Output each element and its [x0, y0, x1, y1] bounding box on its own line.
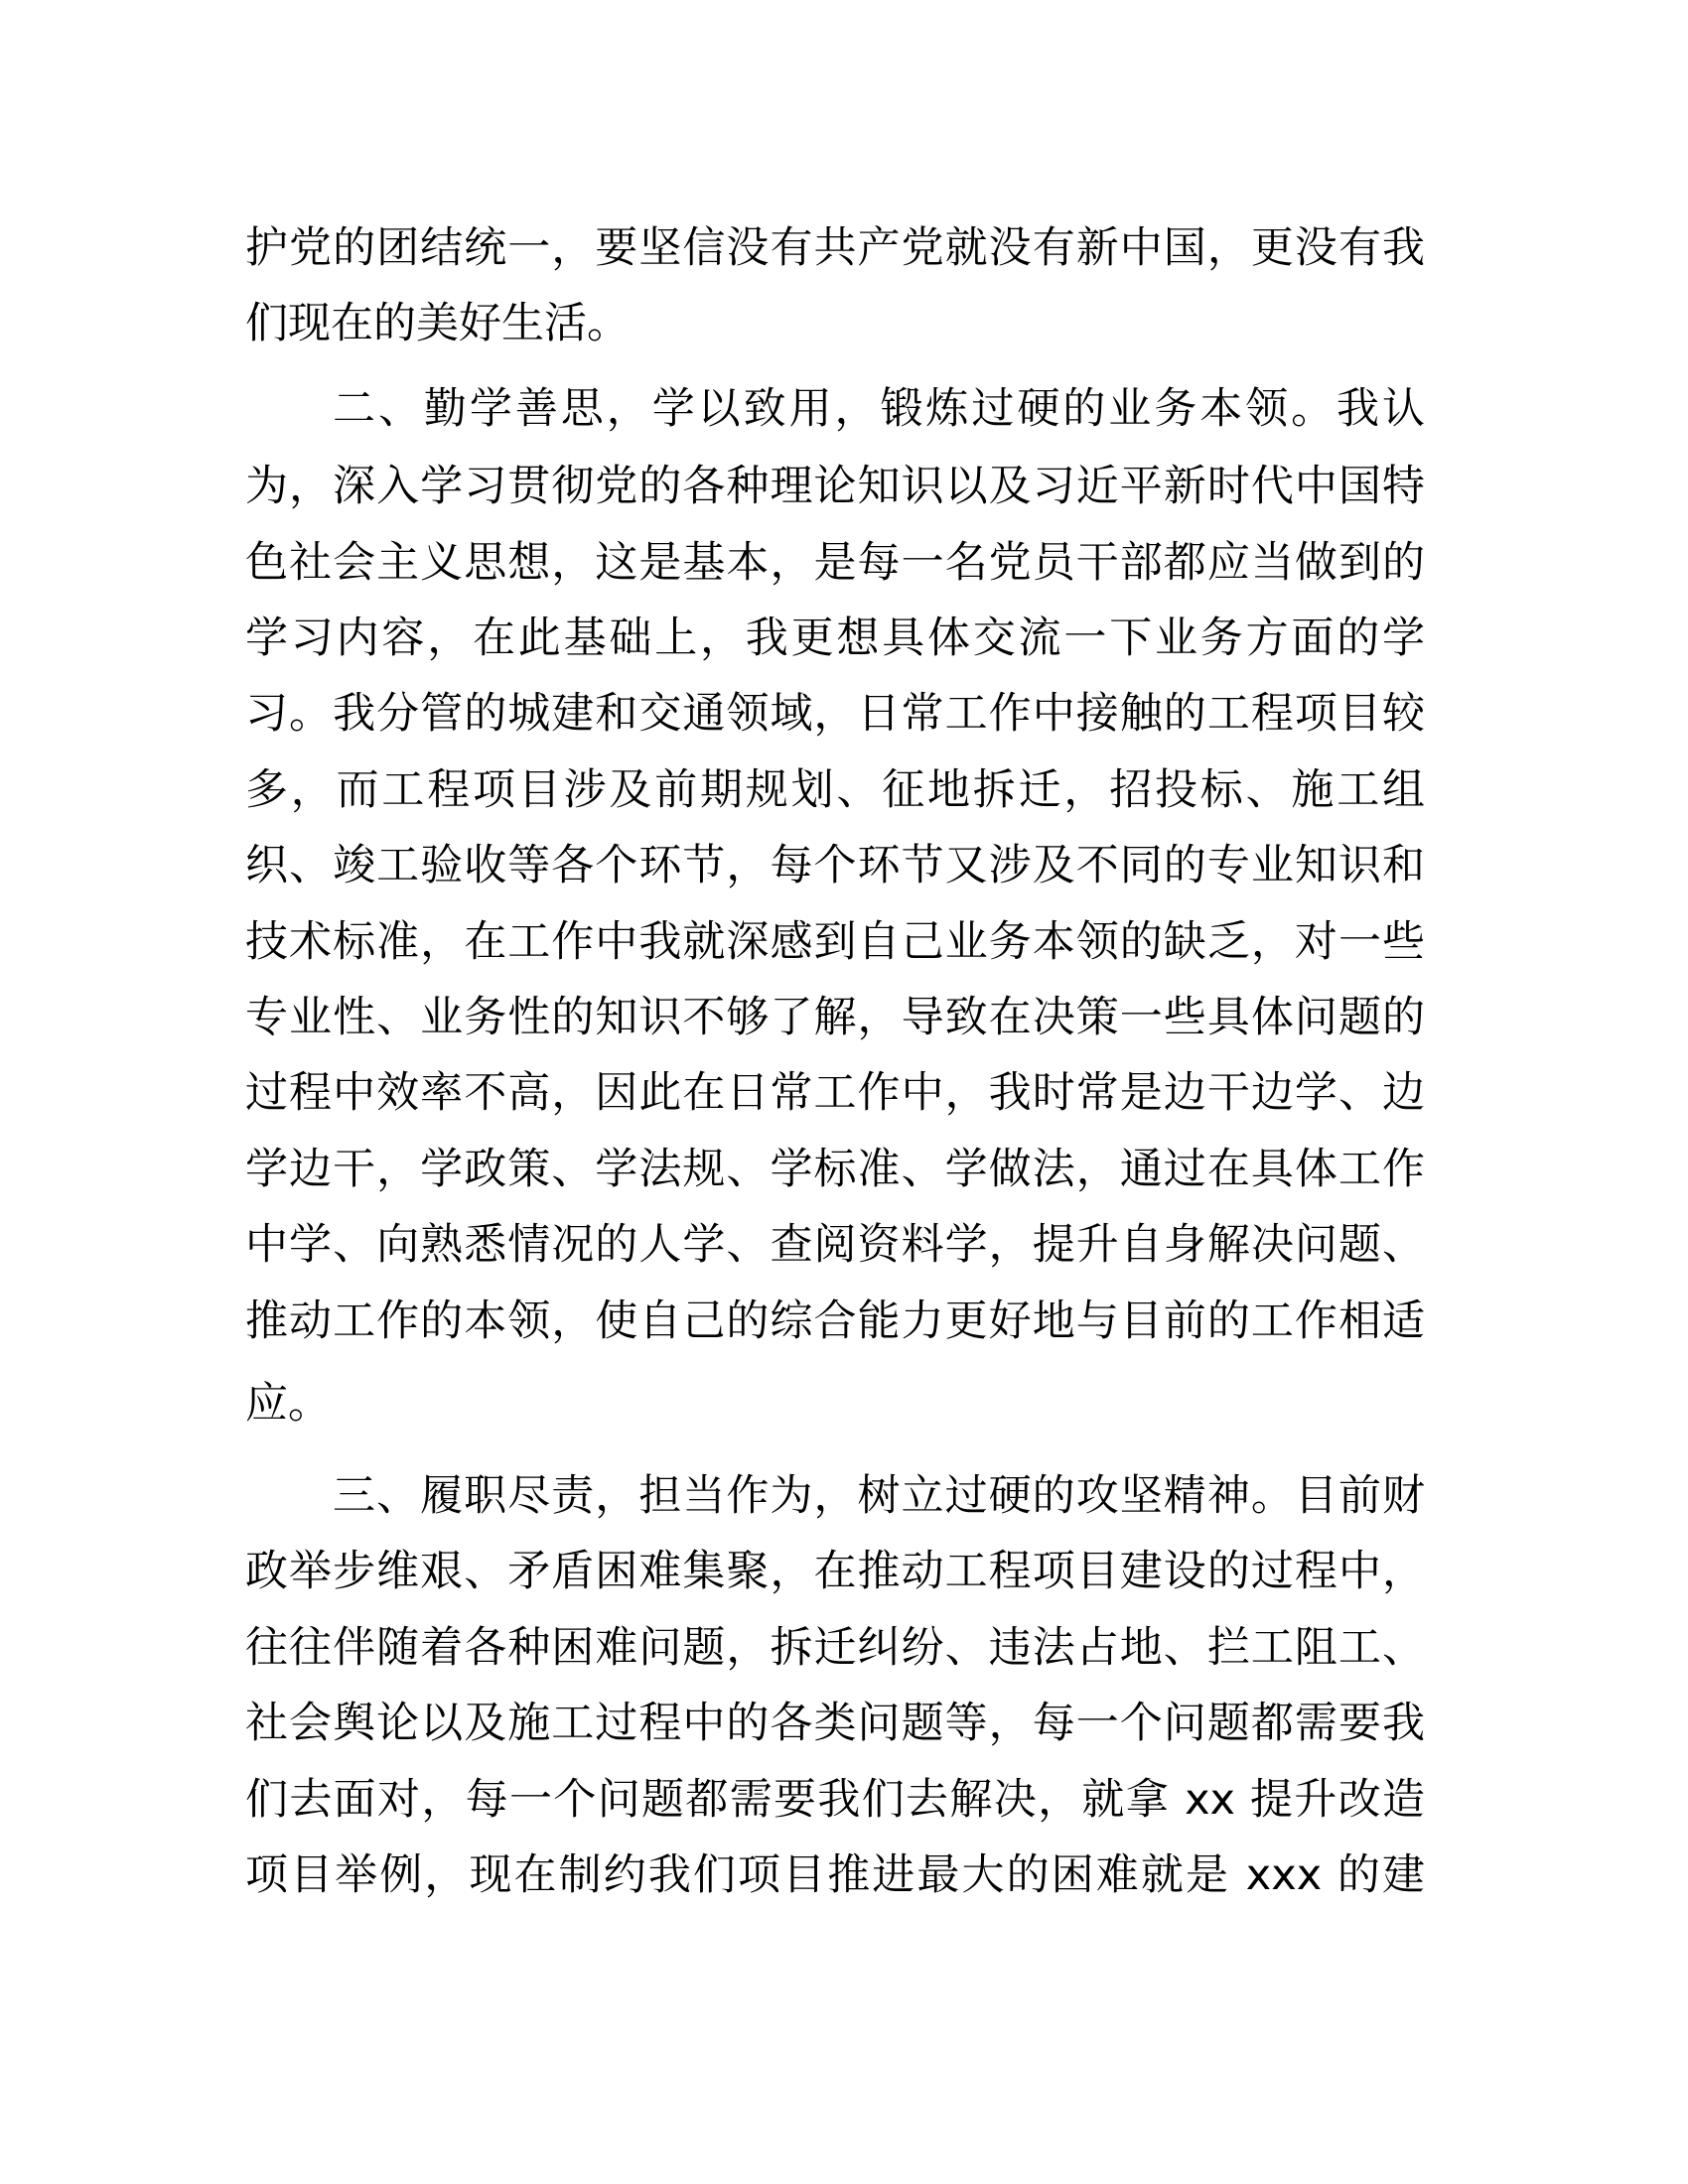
text-line: 政举步维艰、矛盾困难集聚，在推动工程项目建设的过程中，	[245, 1547, 1425, 1596]
text-line: 们现在的美好生活。	[245, 299, 630, 348]
text-line: 二、勤学善思，学以致用，锻炼过硬的业务本领。我认	[333, 384, 1425, 434]
text-line: 推动工作的本领，使自己的综合能力更好地与目前的工作相适	[245, 1297, 1425, 1346]
text-line: 们去面对，每一个问题都需要我们去解决，就拿 xx 提升改造	[245, 1775, 1425, 1825]
text-line: 色社会主义思想，这是基本，是每一名党员干部都应当做到的	[245, 538, 1425, 588]
text-line: 应。	[245, 1379, 331, 1429]
text-line: 中学、向熟悉情况的人学、查阅资料学，提升自身解决问题、	[245, 1220, 1425, 1270]
text-line: 习。我分管的城建和交通领域，日常工作中接触的工程项目较	[245, 689, 1425, 739]
text-line: 专业性、业务性的知识不够了解，导致在决策一些具体问题的	[245, 993, 1425, 1042]
text-line: 学边干，学政策、学法规、学标准、学做法，通过在具体工作	[245, 1145, 1425, 1194]
text-line: 护党的团结统一，要坚信没有共产党就没有新中国，更没有我	[245, 223, 1425, 273]
text-line: 为，深入学习贯彻党的各种理论知识以及习近平新时代中国特	[245, 462, 1425, 511]
text-line: 社会舆论以及施工过程中的各类问题等，每一个问题都需要我	[245, 1699, 1425, 1748]
text-line: 三、履职尽责，担当作为，树立过硬的攻坚精神。目前财	[333, 1471, 1425, 1521]
text-line: 多，而工程项目涉及前期规划、征地拆迁，招投标、施工组	[245, 765, 1425, 815]
text-line: 织、竣工验收等各个环节，每个环节又涉及不同的专业知识和	[245, 841, 1425, 890]
text-line: 过程中效率不高，因此在日常工作中，我时常是边干边学、边	[245, 1068, 1425, 1118]
text-line: 往往伴随着各种困难问题，拆迁纠纷、违法占地、拦工阻工、	[245, 1623, 1425, 1673]
text-line: 项目举例，现在制约我们项目推进最大的困难就是 xxx 的建	[245, 1850, 1425, 1900]
text-line: 技术标准，在工作中我就深感到自己业务本领的缺乏，对一些	[245, 917, 1425, 967]
text-line: 学习内容，在此基础上，我更想具体交流一下业务方面的学	[245, 614, 1425, 663]
